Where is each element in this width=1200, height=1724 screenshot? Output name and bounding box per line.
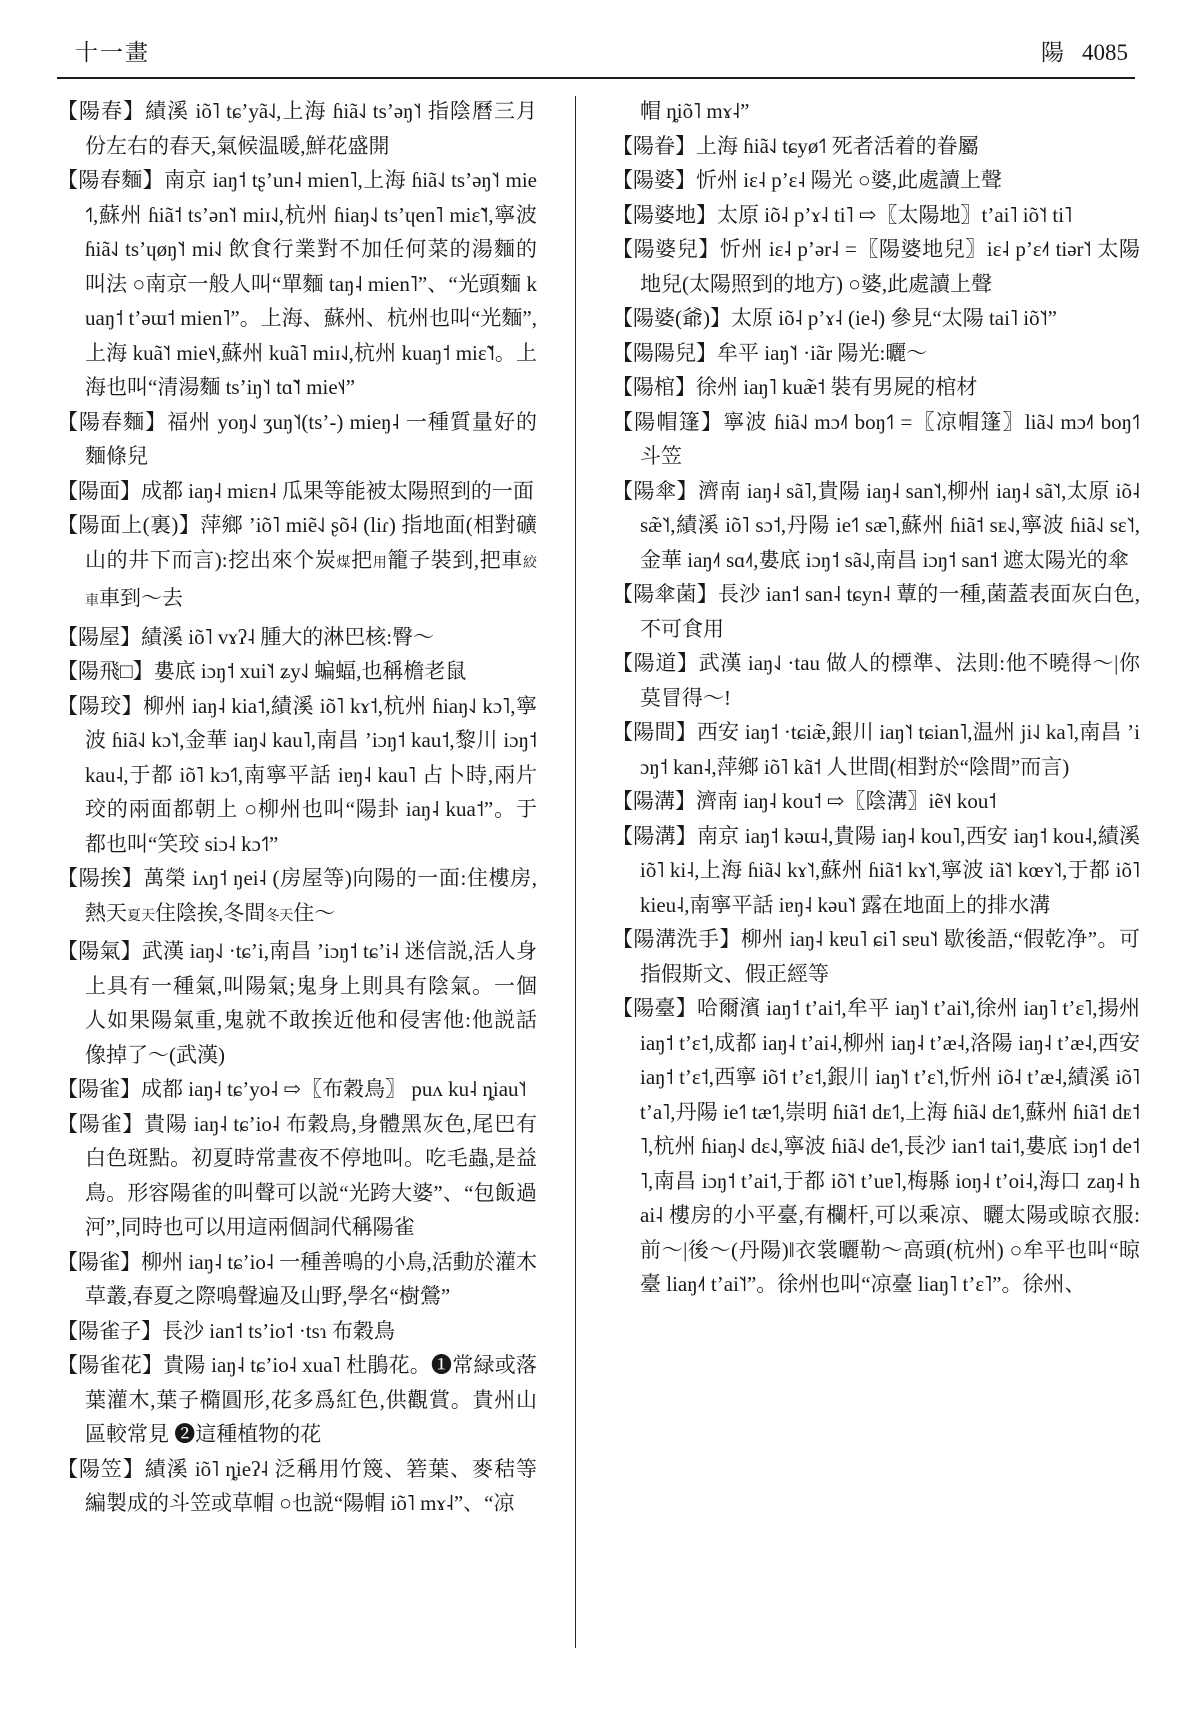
dictionary-entry: 【陽春】績溪 iõ˥ tɕʼyã˨˩,上海 ɦiã˨˩ tsʼəŋ˥˦ 指陰曆三月份左右的春天,氣候温暖,鮮花盛開 [57,99,537,158]
dictionary-entry: 【陽間】西安 iaŋ˦ ·tɕiæ̃,銀川 iaŋ˥˦ tɕian˥,温州 ji˨˩ ka˥,南昌 ʼiɔŋ˦ kan˨,萍鄉 iõ˥ kã˦ 人世間(相對於“陰間”而言) [612,720,1140,779]
dictionary-entry: 【陽春麵】福州 yoŋ˨˩ ʒuŋ˥˦(tsʼ-) mieŋ˨ 一種質量好的麵條兒 [57,409,537,468]
small-gloss: 絞車 [85,555,537,609]
small-gloss: 夏天 [127,908,155,924]
dictionary-entry: 帽 ȵiõ˥ mɤ˨” [640,99,750,123]
page-header [75,34,1128,67]
left-column [57,94,537,1664]
dictionary-entry: 【陽傘】濟南 iaŋ˨ sã˥,貴陽 iaŋ˨ san˥˦,柳州 iaŋ˨ sã˥˦,太原 iõ˨ sæ̃˥˦,績溪 iõ˥ sɔ˦,丹陽 ie˦˥ sæ˥,蘇州 ɦiã˦ sᴇ˨˩,寧波 ɦiã˨˩ sɛ˥˦,金華 iaŋ˨˦ sɑ˨˦,婁底 iɔŋ˦ sã˨˩,南昌 iɔŋ˦ san˦ 遮太陽光的傘 [612,478,1140,572]
dictionary-entry: 【陽面】成都 iaŋ˨ miɛn˨ 瓜果等能被太陽照到的一面 [57,478,534,503]
dictionary-entry: 【陽笠】績溪 iõ˥ ȵieʔ˨ 泛稱用竹篾、箬葉、麥秸等編製成的斗笠或草帽 ○也説“陽帽 iõ˥ mɤ˨”、“凉 [57,1456,537,1515]
dictionary-entry: 【陽婆地】太原 iõ˨ pʼɤ˨ ti˥ ⇨〖太陽地〗tʼai˥ iõ˥˦ ti˥ [612,202,1073,227]
dictionary-entry: 【陽傘菌】長沙 ian˦ san˨ tɕyn˨ 蕈的一種,菌蓋表面灰白色,不可食用 [612,582,1140,641]
dictionary-entry: 【陽雀花】貴陽 iaŋ˨ tɕʼio˨ xua˥ 杜鵑花。❶常緑或落葉灌木,葉子橢圓形,花多爲紅色,供觀賞。貴州山區較常見 ❷這種植物的花 [57,1353,537,1446]
dictionary-entry: 【陽飛□】婁底 iɔŋ˦ xui˥˦ ʑy˨˩ 蝙蝠,也稱檐老鼠 [57,659,467,683]
dictionary-entry: 【陽氣】武漢 iaŋ˨˩ ·tɕʼi,南昌 ʼiɔŋ˦ tɕʼi˨ 迷信説,活人身上具有一種氣,叫陽氣;鬼身上則具有陰氣。一個人如果陽氣重,鬼就不敢挨近他和侵害他:他説話像掉了～(武漢) [57,939,537,1067]
dictionary-entry: 【陽臺】哈爾濱 iaŋ˦ tʼai˦,牟平 iaŋ˥˦ tʼai˥˦,徐州 iaŋ˥ tʼɛ˥,揚州 iaŋ˦ tʼɛ˦,成都 iaŋ˨ tʼai˨,柳州 iaŋ˨ tʼæ˨,洛陽 iaŋ˨ tʼæ˨,西安 iaŋ˦ tʼɛ˦,西寧 iõ˦ tʼɛ˦,銀川 iaŋ˥˦ tʼɛ˥˦,忻州 iõ˨ tʼæ˨,績溪 iõ˥ tʼa˥,丹陽 ie˦˥ tæ˦˥,崇明 ɦiã˦ dᴇ˦˥,上海 ɦiã˨˩ dᴇ˦˥,蘇州 ɦiã˦ dᴇ˦˥,杭州 ɦiaŋ˨˩ dɛ˨˩,寧波 ɦiã˨˩ de˦˥,長沙 ian˦ tai˦,婁底 iɔŋ˦ de˦˥,南昌 iɔŋ˦ tʼai˦,于都 iõ˥˦ tʼuɐ˥,梅縣 ioŋ˨ tʼoi˨,海口 zaŋ˨ hai˨ 樓房的小平臺,有欄杆,可以乘凉、曬太陽或晾衣服:前～|後～(丹陽)‖衣裳曬勒～高頭(杭州) ○牟平也叫“晾臺 liaŋ˨˦ tʼai˥˦”。徐州也叫“凉臺 liaŋ˥ tʼɛ˥”。徐州、 [612,996,1140,1296]
right-column [612,94,1140,1664]
dictionary-entry: 【陽雀】貴陽 iaŋ˨ tɕʼio˨ 布穀鳥,身體黑灰色,尾巴有白色斑點。初夏時常晝夜不停地叫。吃毛蟲,是益鳥。形容陽雀的叫聲可以説“光跨大婆”、“包飯過河”,同時也可以用這兩個詞代稱陽雀 [57,1111,537,1239]
dictionary-entry: 【陽珓】柳州 iaŋ˨ kia˦,績溪 iõ˥ kɤ˦,杭州 ɦiaŋ˨˩ kɔ˥,寧波 ɦiã˨˩ kɔ˥˦,金華 iaŋ˨˩ kau˥,南昌 ʼiɔŋ˦ kau˦,黎川 iɔŋ˦ kau˨,于都 iõ˥ kɔ˦˥,南寧平話 iɐŋ˨ kau˥ 占卜時,兩片珓的兩面都朝上 ○柳州也叫“陽卦 iaŋ˨ kua˦”。于都也叫“笑珓 siɔ˨ kɔ˦˥” [57,693,537,856]
dictionary-entry: 【陽挨】萬榮 iʌŋ˦ ŋei˨ (房屋等)向陽的一面:住樓房,熱天夏天住陰挨,冬間冬天住～ [57,866,537,925]
small-gloss: 用 [372,555,388,571]
dictionary-entry: 【陽溝洗手】柳州 iaŋ˨ kɐu˥ ɕi˥ sɐu˥˦ 歇後語,“假乾净”。可指假斯文、假正經等 [612,927,1140,986]
dictionary-entry: 【陽棺】徐州 iaŋ˥ kuæ̃˦ 裝有男屍的棺材 [612,375,978,399]
dictionary-entry: 【陽眷】上海 ɦiã˨˩ tɕyø˦˥ 死者活着的眷屬 [612,133,979,158]
column-gap [537,94,612,1664]
dictionary-entry: 【陽陽兒】牟平 iaŋ˥˦ ·iãr 陽光:曬～ [612,340,928,365]
dictionary-entry: 【陽屋】績溪 iõ˥ vɤʔ˨ 腫大的淋巴核:臀～ [57,624,435,649]
small-gloss: 煤 [336,555,352,571]
dictionary-entry: 【陽雀】柳州 iaŋ˨ tɕʼio˨ 一種善鳴的小鳥,活動於灌木草叢,春夏之際鳴聲遍及山野,學名“樹鶯” [57,1249,537,1308]
section-label: 十一畫 [75,40,150,65]
dictionary-entry: 【陽道】武漢 iaŋ˨˩ ·tau 做人的標準、法則:他不曉得～|你莫冒得～! [612,651,1140,710]
group-character: 陽 [1041,40,1064,65]
column-divider [575,96,576,1648]
small-gloss: 冬天 [265,908,294,924]
dictionary-entry: 【陽婆】忻州 iɛ˨ pʼɛ˨ 陽光 ○婆,此處讀上聲 [612,168,1002,192]
dictionary-entry: 【陽雀子】長沙 ian˦ tsʼio˦ ·tsɿ 布穀鳥 [57,1318,396,1343]
header-rule [57,77,1135,79]
dictionary-entry: 【陽帽篷】寧波 ɦiã˨˩ mɔ˨˥ boŋ˦˥ =〖凉帽篷〗liã˨˩ mɔ˨˥ boŋ˦˥ 斗笠 [612,409,1140,468]
dictionary-entry: 【陽婆(爺)】太原 iõ˨ pʼɤ˨ (ie˨) 參見“太陽 tai˥ iõ˥˦” [612,306,1057,330]
header-right [1041,34,1128,67]
dictionary-entry: 【陽春麵】南京 iaŋ˦ tʂʼun˨ mien˥,上海 ɦiã˨˩ tsʼəŋ˥˦ mie˦˥,蘇州 ɦiã˦ tsʼən˥˦ miɪ˨˩,杭州 ɦiaŋ˨˩ tsʼɥen˥ miɛ̃˥˦,寧波 ɦiã˨˩ tsʼɥøŋ˥˦ mi˨˩ 飲食行業對不加任何菜的湯麵的叫法 ○南京一般人叫“單麵 taŋ˨ mien˥”、“光頭麵 kuaŋ˦ tʼəɯ˦ mien˥”。上海、蘇州、杭州也叫“光麵”,上海 kuã˥˦ mie˦˨,蘇州 kuã˥ miɪ˨˩,杭州 kuaŋ˦ miɛ̃˥˦。上海也叫“清湯麵 tsʼiŋ˥˦ tɑ̃˥˦ mie˦˨” [57,168,537,399]
dictionary-content [57,94,1140,1664]
dictionary-entry: 【陽面上(裏)】萍鄉 ʼiõ˥ miẽ˨˩ ʂõ˨ (liɾ) 指地面(相對礦山的井下而言):挖出來个炭煤把用籠子裝到,把車絞車車到～去 [57,513,537,610]
dictionary-entry: 【陽婆兒】忻州 iɛ˨ pʼər˨ =〖陽婆地兒〗iɛ˨ pʼɛ˨˦ tiər˥˦ 太陽地兒(太陽照到的地方) ○婆,此處讀上聲 [612,237,1140,296]
dictionary-entry: 【陽雀】成都 iaŋ˨ tɕʼyo˨ ⇨〖布穀鳥〗 puʌ ku˨ ȵiau˥˦ [57,1077,527,1101]
dictionary-entry: 【陽溝】濟南 iaŋ˨ kou˦ ⇨〖陰溝〗iẽ˦˨ kou˦ [612,789,997,813]
dictionary-entry: 【陽溝】南京 iaŋ˦ kəɯ˨,貴陽 iaŋ˨ kou˥,西安 iaŋ˦ kou˨,績溪 iõ˥ ki˨,上海 ɦiã˨˩ kɤ˥˦,蘇州 ɦiã˦ kɤ˥˦,寧波 iã˥˦ kœʏ˥˦,于都 iõ˥ kieu˨,南寧平話 iɐŋ˨ kəu˥˦ 露在地面上的排水溝 [612,823,1140,917]
page-number: 4085 [1082,40,1128,65]
